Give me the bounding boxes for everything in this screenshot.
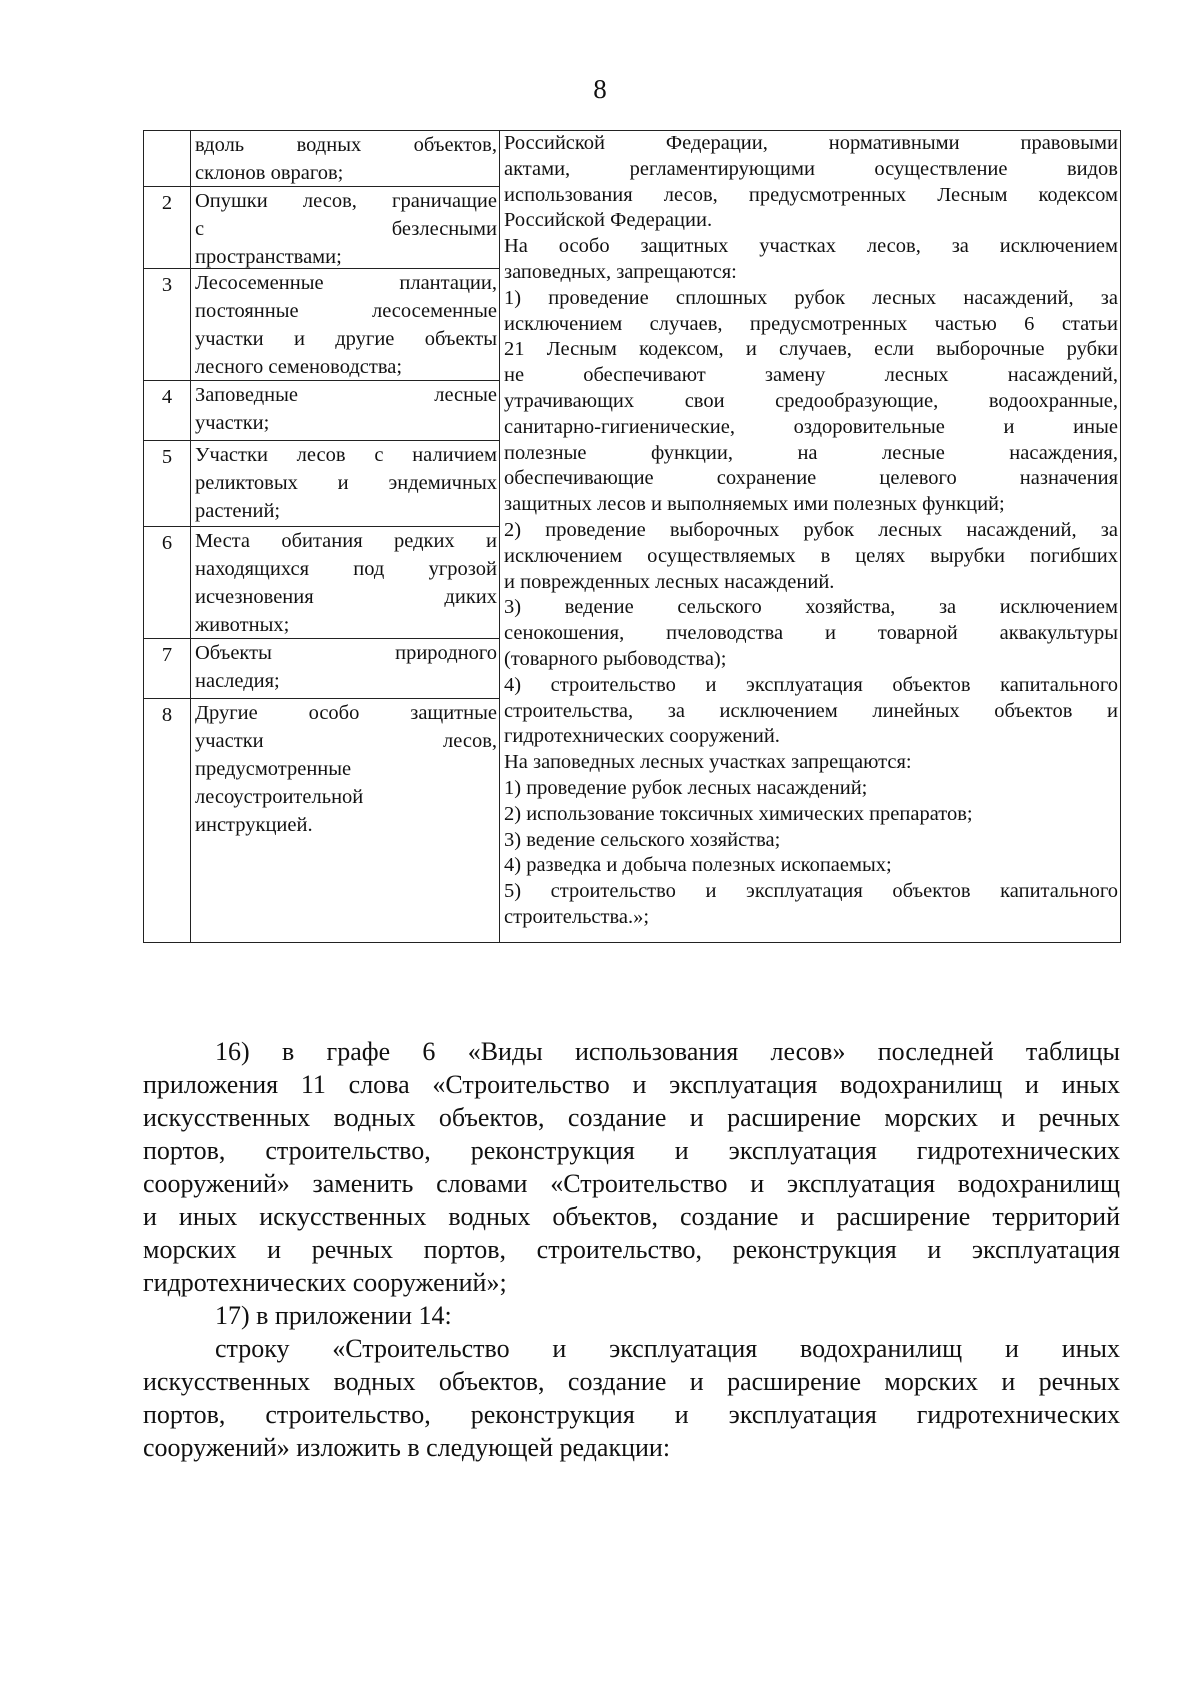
row-number: 6 [144, 527, 191, 639]
object-cell [191, 269, 500, 381]
rule-line: строительства.»; [504, 905, 650, 928]
body-line: сооружений» изложить в следующей редакции: [143, 1433, 671, 1462]
rule-line: 1) проведение сплошных рубок лесных насаждений, за [504, 286, 1118, 309]
body-line: 16) в графе 6 «Виды использования лесов» последней таблицы [215, 1037, 1120, 1066]
rule-line: (товарного рыбоводства); [504, 647, 727, 670]
object-line: Объекты природного [195, 642, 497, 664]
object-line: постоянные лесосеменные [195, 300, 497, 322]
rule-line: исключением случаев, предусмотренных частью 6 статьи [504, 312, 1118, 335]
object-line: исчезновения диких [195, 586, 497, 608]
rule-line: 4) разведка и добыча полезных ископаемых; [504, 854, 892, 877]
object-line: Заповедные лесные [195, 384, 497, 406]
rule-line: На заповедных лесных участках запрещаются: [504, 751, 912, 774]
rule-line: 21 Лесным кодексом, и случаев, если выборочные рубки [504, 338, 1118, 361]
rule-line: Российской Федерации, нормативными правовыми [504, 132, 1118, 154]
object-line: пространствами; [195, 246, 342, 268]
rule-line: Российской Федерации. [504, 209, 713, 232]
body-line: приложения 11 слова «Строительство и эксплуатация водохранилищ и иных [143, 1070, 1120, 1099]
row-number: 2 [144, 187, 191, 269]
body-line: и иных искусственных водных объектов, создание и расширение территорий [143, 1202, 1120, 1231]
rule-line: 1) проведение рубок лесных насаждений; [504, 776, 868, 799]
object-line: предусмотренные [195, 758, 352, 780]
object-line: находящихся под угрозой [195, 558, 497, 580]
object-line: участки и другие объекты [195, 328, 497, 350]
object-line: вдоль водных объектов, [195, 134, 497, 156]
body-line: портов, строительство, реконструкция и эксплуатация гидротехнических [143, 1136, 1120, 1165]
row-number: 7 [144, 639, 191, 699]
rule-line: На особо защитных участках лесов, за исключением [504, 235, 1118, 258]
rules-cell [500, 131, 1121, 943]
rule-line: исключением осуществляемых в целях вырубки погибших [504, 544, 1118, 567]
object-cell [191, 527, 500, 639]
forest-rules-table [143, 130, 1121, 943]
rule-line: 2) использование токсичных химических препаратов; [504, 802, 973, 825]
rule-line: строительства, за исключением линейных объектов и [504, 699, 1118, 722]
object-line: наследия; [195, 670, 280, 692]
object-line: Лесосеменные плантации, [195, 272, 497, 294]
object-cell [191, 131, 500, 187]
object-line: с безлесными [195, 218, 497, 240]
object-cell [191, 187, 500, 269]
rule-line: и поврежденных лесных насаждений. [504, 570, 835, 593]
body-line: портов, строительство, реконструкция и эксплуатация гидротехнических [143, 1400, 1120, 1429]
page-number: 8 [593, 74, 607, 104]
object-line: животных; [195, 614, 290, 636]
rule-line: санитарно-гигиенические, оздоровительные и иные [504, 415, 1118, 438]
rule-line: гидротехнических сооружений. [504, 725, 780, 748]
object-cell [191, 699, 500, 943]
rule-line: полезные функции, на лесные насаждения, [504, 441, 1118, 464]
row-number: 3 [144, 269, 191, 381]
object-line: участки; [195, 412, 270, 434]
rule-line: использования лесов, предусмотренных Лесным кодексом [504, 183, 1118, 206]
rule-line: актами, регламентирующими осуществление видов [504, 157, 1118, 180]
rule-line: не обеспечивают замену лесных насаждений, [504, 364, 1118, 387]
rule-line: утрачивающих свои средообразующие, водоохранные, [504, 389, 1118, 412]
object-line: инструкцией. [195, 814, 313, 836]
object-line: реликтовых и эндемичных [195, 472, 497, 494]
rule-line: 3) ведение сельского хозяйства, за исключением [504, 596, 1118, 619]
rule-line: обеспечивающие сохранение целевого назначения [504, 467, 1118, 490]
row-number [144, 131, 191, 187]
object-line: Другие особо защитные [195, 702, 497, 724]
row-number: 8 [144, 699, 191, 943]
object-line: лесоустроительной [195, 786, 364, 808]
amendment-text [143, 1035, 1120, 1464]
row-number: 4 [144, 381, 191, 441]
table-row [144, 131, 1121, 187]
object-line: Опушки лесов, граничащие [195, 190, 497, 212]
object-line: лесного семеноводства; [195, 356, 403, 378]
object-line: склонов оврагов; [195, 162, 344, 184]
row-number: 5 [144, 441, 191, 527]
body-line: 17) в приложении 14: [215, 1301, 452, 1330]
object-cell [191, 639, 500, 699]
body-line: морских и речных портов, строительство, реконструкция и эксплуатация [143, 1235, 1120, 1264]
object-line: Места обитания редких и [195, 530, 497, 552]
object-line: растений; [195, 500, 281, 522]
body-line: строку «Строительство и эксплуатация водохранилищ и иных [215, 1334, 1120, 1363]
rule-line: 2) проведение выборочных рубок лесных насаждений, за [504, 518, 1118, 541]
body-line: искусственных водных объектов, создание и расширение морских и речных [143, 1367, 1120, 1396]
rule-line: защитных лесов и выполняемых ими полезных функций; [504, 493, 1005, 516]
object-line: Участки лесов с наличием [195, 444, 497, 466]
rule-line: заповедных, запрещаются: [504, 260, 737, 283]
rule-line: 3) ведение сельского хозяйства; [504, 828, 781, 851]
object-cell [191, 381, 500, 441]
body-line: сооружений» заменить словами «Строительство и эксплуатация водохранилищ [143, 1169, 1120, 1198]
rule-line: сенокошения, пчеловодства и товарной аквакультуры [504, 622, 1118, 645]
rule-line: 5) строительство и эксплуатация объектов капитального [504, 880, 1118, 903]
object-cell [191, 441, 500, 527]
object-line: участки лесов, [195, 730, 497, 752]
rule-line: 4) строительство и эксплуатация объектов капитального [504, 673, 1118, 696]
body-line: гидротехнических сооружений»; [143, 1268, 507, 1297]
body-line: искусственных водных объектов, создание и расширение морских и речных [143, 1103, 1120, 1132]
